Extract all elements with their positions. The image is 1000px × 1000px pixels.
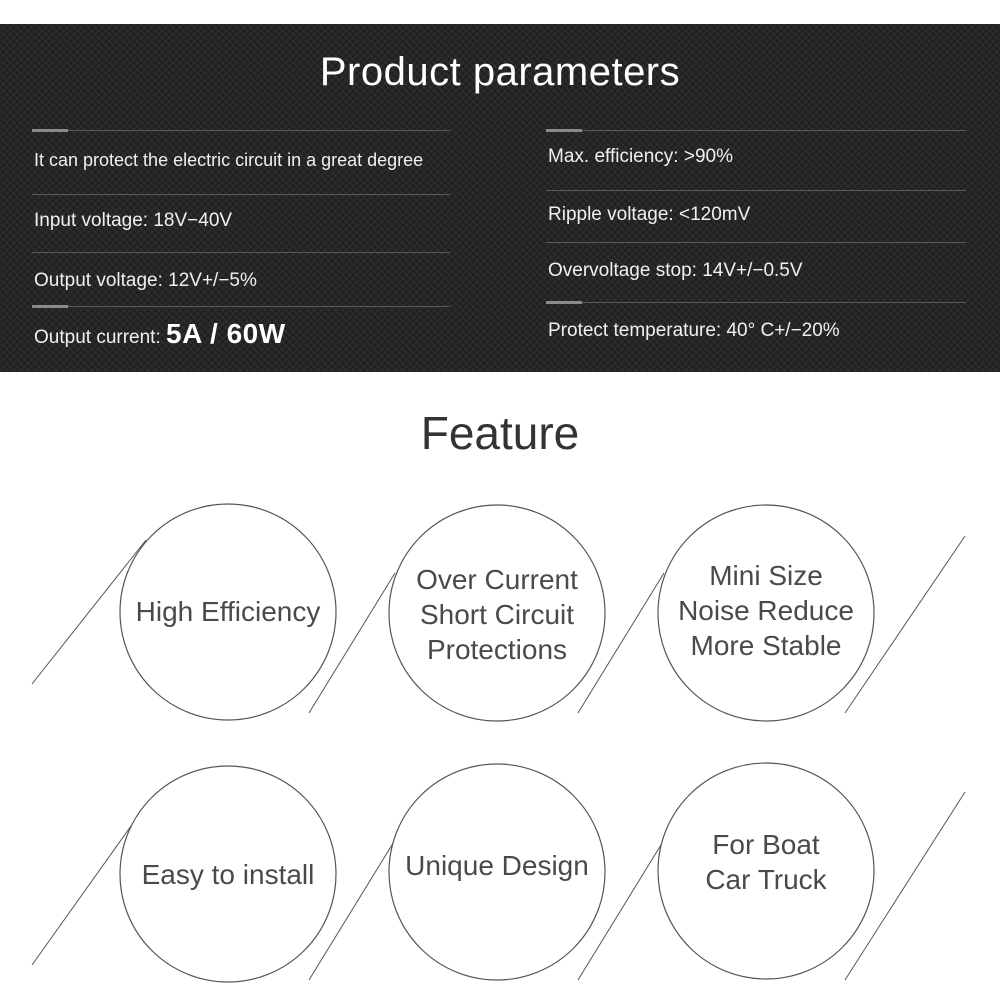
- param-input-voltage: Input voltage: 18V−40V: [34, 210, 233, 231]
- param-max-efficiency: Max. efficiency: >90%: [548, 146, 733, 167]
- feature-line: Unique Design: [405, 850, 589, 881]
- params-title: Product parameters: [319, 50, 681, 94]
- param-output-voltage: Output voltage: 12V+/−5%: [34, 270, 257, 291]
- param-circuit-protection: It can protect the electric circuit in a great degree: [34, 150, 424, 170]
- param-overvoltage-stop: Overvoltage stop: 14V+/−0.5V: [548, 260, 803, 281]
- feature-line: For Boat: [712, 829, 820, 860]
- feature-line: More Stable: [690, 630, 842, 661]
- param-output-current-value: 5A / 60W: [166, 318, 286, 349]
- param-output-current-label: Output current:: [34, 327, 167, 348]
- param-protect-temperature: Protect temperature: 40° C+/−20%: [548, 320, 840, 341]
- feature-title: Feature: [420, 407, 580, 459]
- feature-line: Mini Size: [709, 560, 823, 591]
- feature-line: Noise Reduce: [678, 595, 854, 626]
- feature-line: Easy to install: [141, 859, 315, 890]
- feature-for-boat: [656, 827, 876, 897]
- feature-mini-size: [656, 558, 876, 663]
- feature-easy-install: [118, 857, 338, 892]
- feature-line: Over Current: [416, 564, 578, 595]
- feature-line: Car Truck: [705, 864, 827, 895]
- feature-line: Short Circuit: [419, 599, 575, 630]
- feature-line: Protections: [426, 634, 568, 665]
- feature-protections: [387, 562, 607, 667]
- feature-line: High Efficiency: [135, 596, 321, 627]
- param-ripple-voltage: Ripple voltage: <120mV: [548, 204, 751, 225]
- feature-unique-design: [387, 848, 607, 883]
- feature-high-efficiency: [118, 594, 338, 629]
